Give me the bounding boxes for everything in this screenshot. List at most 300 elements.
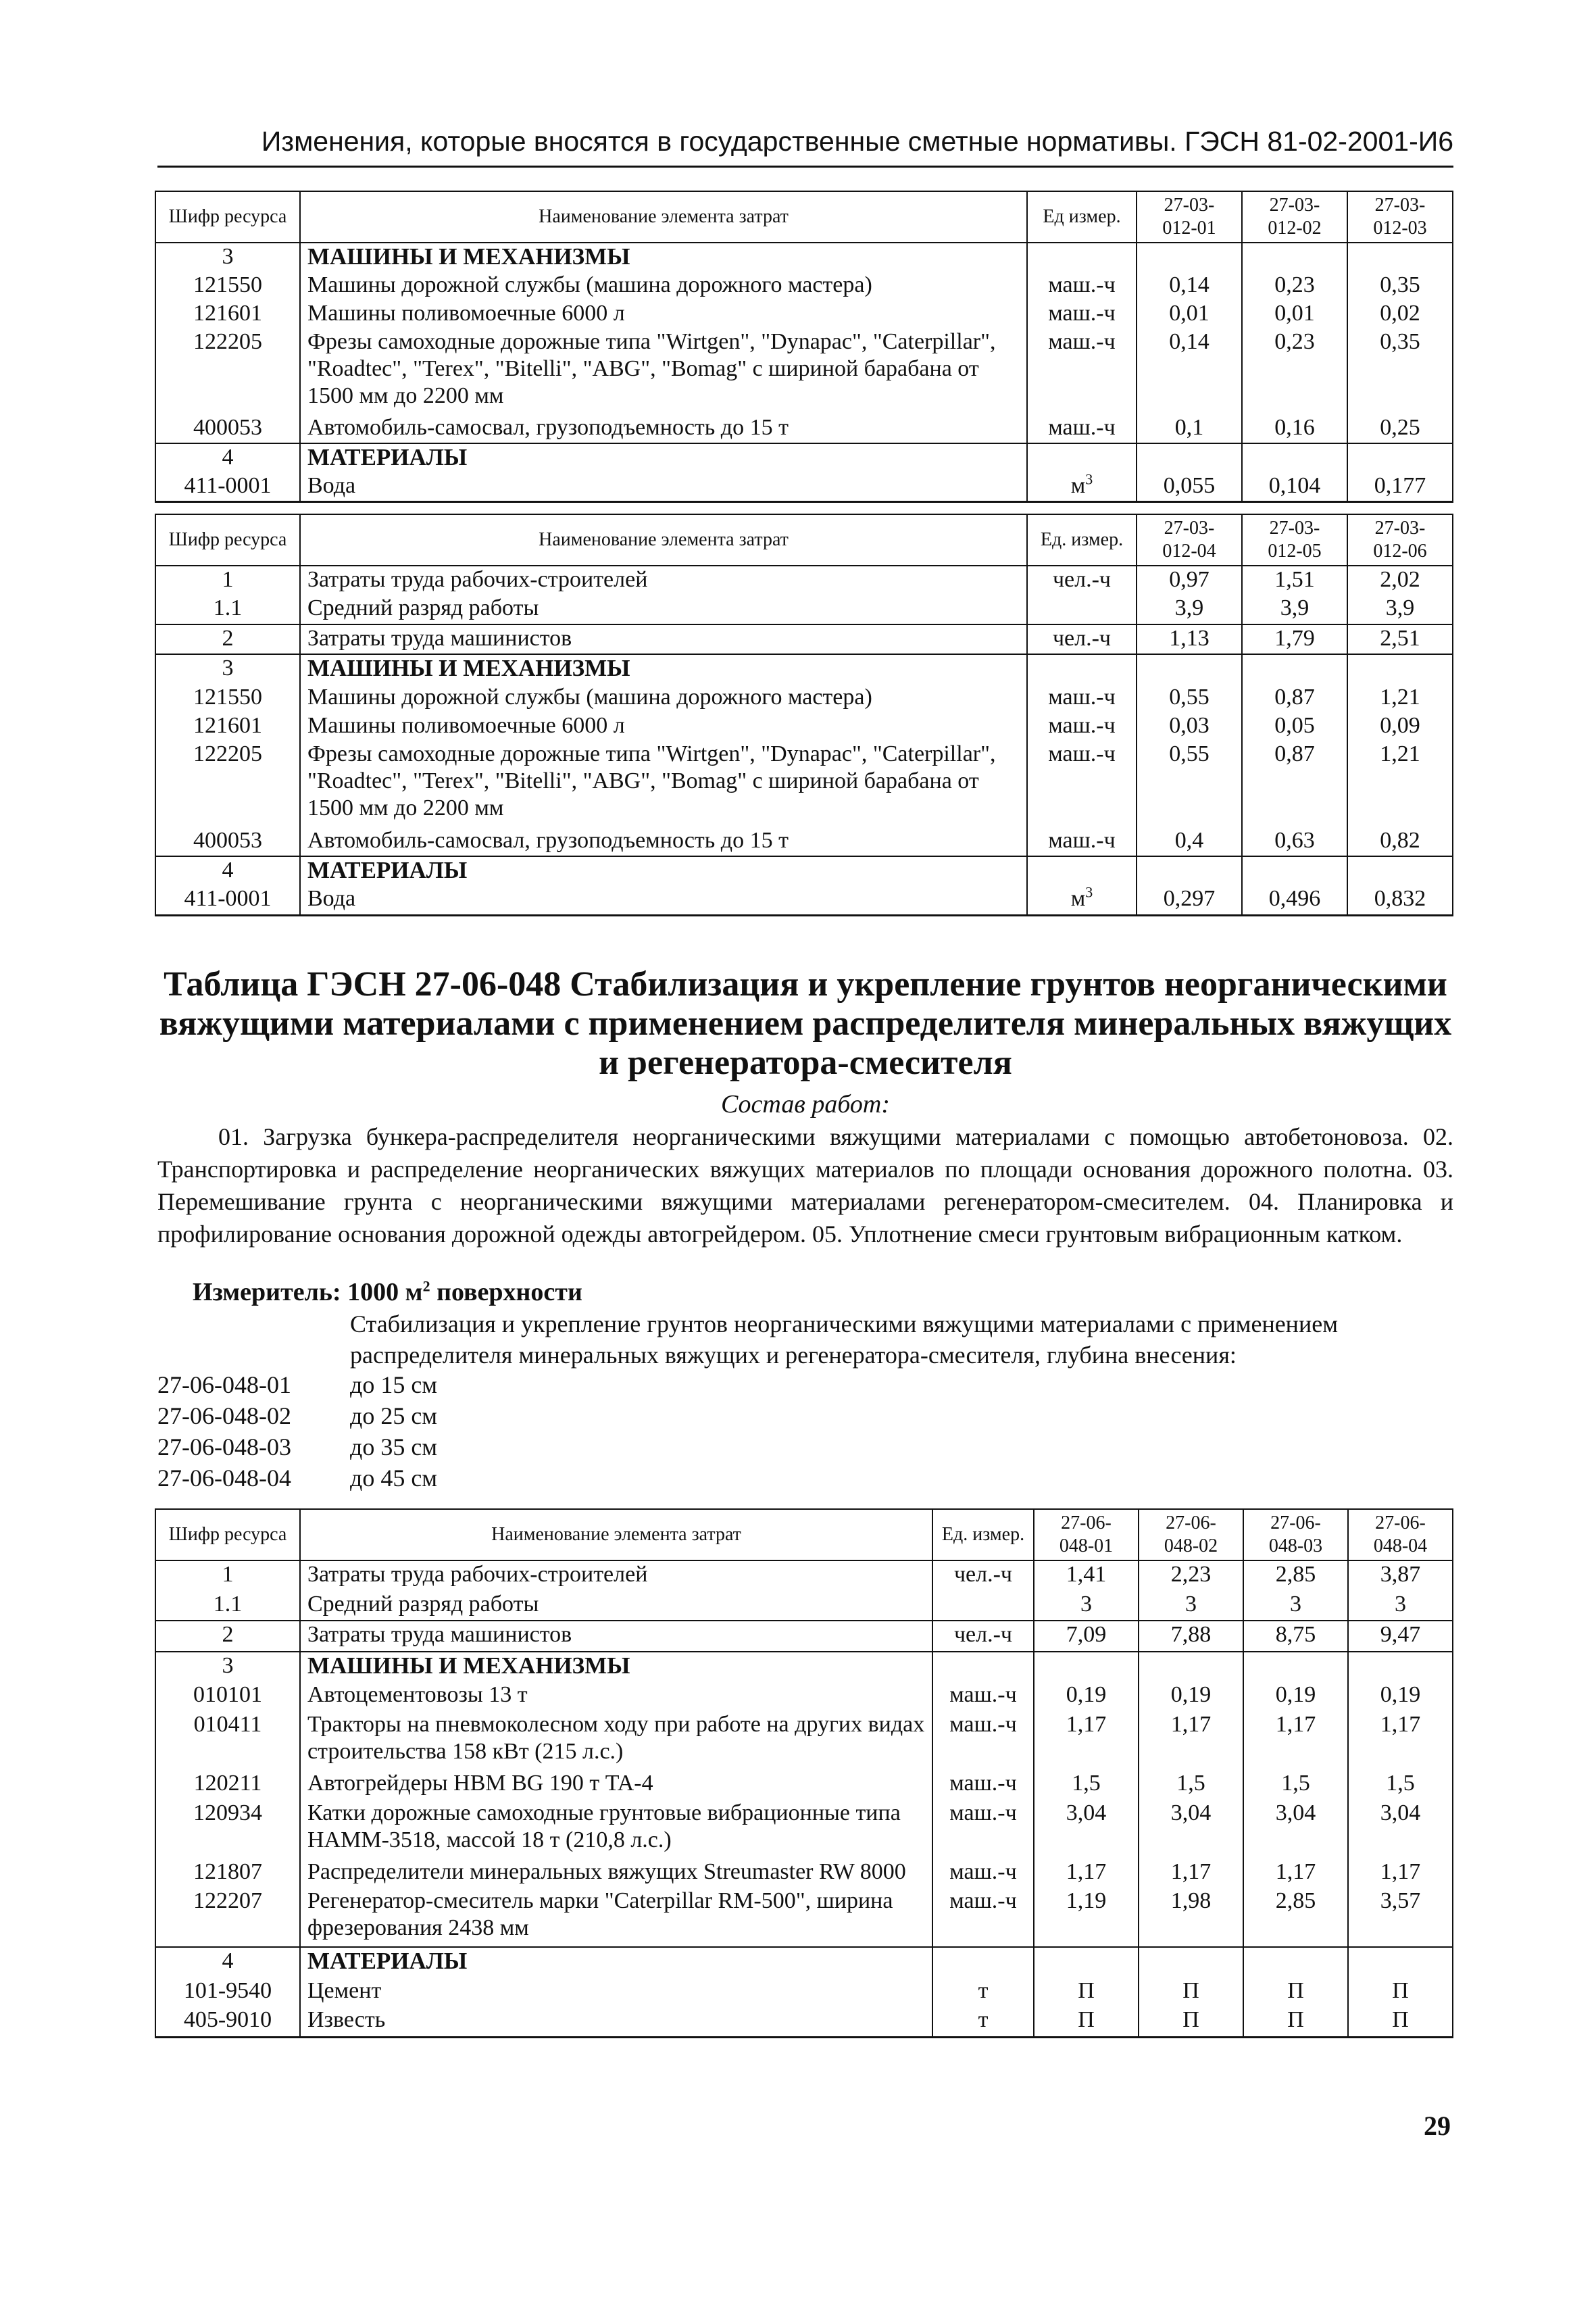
cell-value [1348,1858,1453,1888]
cell-name-text: Распределители минеральных вяжущих Streumaster RW 8000 [307,1858,906,1884]
cell-unit [932,2007,1034,2037]
variant-text: до 15 см [350,1371,438,1398]
cell-value [1243,2007,1348,2037]
cell-value-text: 0,25 [1380,414,1420,440]
cell-value [1243,1977,1348,2007]
cell-value [1347,414,1453,443]
cell-value [1347,300,1453,328]
cell-value-text: 1,5 [1281,1771,1310,1796]
cell-value-text: 0,19 [1066,1682,1107,1708]
cell-value [1242,741,1347,827]
cell-value [1242,328,1347,414]
resource-table-012-01-03 [155,191,1453,503]
col-header-code: Шифр ресурса [155,191,300,243]
cell-code [155,1681,300,1711]
cell-value-text: 0,23 [1274,329,1315,355]
cell-value-text: 0,55 [1169,684,1210,710]
cell-code-text: 120934 [193,1800,262,1825]
cell-code-text: 4 [222,1948,234,1974]
cell-name-text: Фрезы самоходные дорожные типа "Wirtgen", "Dynapac", "Caterpillar", "Roadtec", "Terex", "Bitelli", "ABG", "Bomag" с шириной барабана от 1500 мм до 2200 мм [307,741,996,821]
cell-code [155,1947,300,1977]
cell-value [1242,856,1347,885]
cell-name [300,243,1027,272]
cell-value-text: 3,9 [1174,595,1204,621]
cell-name [300,1681,932,1711]
cell-unit [1027,300,1137,328]
cell-name-text: Средний разряд работы [307,595,539,621]
table-row [155,1770,1453,1800]
cell-name-text: МАТЕРИАЛЫ [307,443,468,470]
cell-code [155,1711,300,1770]
cell-name [300,300,1027,328]
cell-value [1347,472,1453,502]
cell-value [1348,1977,1453,2007]
cell-name-text: Затраты труда рабочих-строителей [307,1562,648,1587]
cell-value-text: 3 [1080,1591,1092,1617]
cell-value [1139,1770,1243,1800]
variants-intro: Стабилизация и укрепление грунтов неорганическими вяжущими материалами с применением распределителя минеральных вяжущих и регенератора-смесителя, глубина внесения: [350,1310,1338,1369]
col-header-norm: 27-03- 012-04 [1137,514,1242,566]
variant-row [157,1371,437,1399]
cell-value-text: 0,104 [1268,472,1321,498]
cell-code [155,2007,300,2037]
table-row [155,1681,1453,1711]
cell-unit [1027,443,1137,472]
cell-value-text: 0,05 [1274,713,1315,739]
cell-value-text: 3 [1185,1591,1197,1617]
cell-unit-text: чел.-ч [1052,567,1112,592]
cell-value-text: 1,21 [1380,684,1420,710]
cell-value-text: 0,03 [1169,713,1210,739]
cell-value [1242,300,1347,328]
cell-unit [1027,684,1137,712]
cell-name [300,472,1027,502]
cell-code-text: 1 [222,567,234,592]
cell-value [1034,1711,1139,1770]
cell-code-text: 122205 [193,741,262,767]
cell-value [1243,1770,1348,1800]
table-row [155,712,1453,741]
cell-value [1034,1977,1139,2007]
cell-name-text: Цемент [307,1977,382,2003]
cell-unit-text: т [978,2007,989,2033]
cell-value [1242,566,1347,595]
cell-value-text: 1,17 [1066,1711,1107,1737]
cell-value [1137,328,1242,414]
cell-value [1243,1621,1348,1652]
page-header: Изменения, которые вносятся в государственные сметные нормативы. ГЭСН 81-02-2001-И6 [157,126,1453,168]
measure-label: Измеритель: [193,1278,341,1306]
cell-value [1139,1560,1243,1591]
cell-value [1347,243,1453,272]
cell-value-text: 1,17 [1170,1858,1212,1884]
cell-value-text: 0,4 [1174,827,1204,853]
cell-code [155,414,300,443]
cell-name-text: Вода [307,886,356,912]
cell-name [300,2007,932,2037]
cell-code-text: 1.1 [213,1591,243,1617]
cell-unit-text: маш.-ч [1048,741,1116,767]
cell-code [155,472,300,502]
cell-value-text: 0,055 [1163,472,1216,498]
cell-value-text: 0,14 [1169,329,1210,355]
cell-code-text: 010411 [193,1711,262,1737]
cell-code [155,827,300,856]
cell-value [1347,741,1453,827]
cell-code-text: 411-0001 [184,886,272,912]
cell-code [155,712,300,741]
cell-value-text: 0,1 [1174,414,1204,440]
cell-name [300,1711,932,1770]
measure-suffix: поверхности [437,1278,582,1306]
resource-table-012-04-06 [155,514,1453,916]
cell-name [300,885,1027,915]
cell-code [155,1621,300,1652]
cell-code [155,328,300,414]
cell-value-text: П [1287,1977,1304,2003]
col-header-norm: 27-03- 012-03 [1347,191,1453,243]
cell-name-text: Машины поливомоечные 6000 л [307,301,625,326]
cell-code-text: 405-9010 [183,2007,272,2033]
cell-code [155,1770,300,1800]
col-header-unit: Ед измер. [1027,191,1137,243]
cell-code [155,654,300,683]
cell-unit [932,1888,1034,1947]
unit-superscript: 3 [1085,470,1093,488]
unit-superscript: 3 [1085,884,1093,902]
cell-code-text: 2 [222,625,234,651]
cell-value [1139,1947,1243,1977]
variant-code: 27-06-048-01 [157,1371,291,1398]
cell-unit [1027,885,1137,915]
col-header-norm: 27-06- 048-02 [1139,1509,1243,1560]
variant-row [157,1402,437,1430]
table-row [155,328,1453,414]
cell-value [1137,300,1242,328]
cell-value-text: 7,88 [1170,1622,1212,1648]
cell-value [1243,1711,1348,1770]
cell-value-text: 0,35 [1380,329,1420,355]
table-row [155,1591,1453,1621]
cell-value [1137,684,1242,712]
table-row [155,1888,1453,1947]
cell-value [1034,1652,1139,1682]
table-row [155,2007,1453,2037]
table-row [155,1858,1453,1888]
cell-code [155,1888,300,1947]
cell-name-text: Известь [307,2007,386,2033]
cell-value-text: 1,17 [1275,1711,1316,1737]
cell-unit-text: чел.-ч [1052,625,1112,651]
cell-value [1034,1591,1139,1621]
cell-name-text: МАШИНЫ И МЕХАНИЗМЫ [307,655,630,682]
cell-code [155,272,300,300]
cell-unit [1027,414,1137,443]
cell-unit [1027,243,1137,272]
cell-value [1034,1858,1139,1888]
cell-value [1137,414,1242,443]
cell-value [1348,1621,1453,1652]
table-row [155,595,1453,624]
measure-line [193,1277,582,1307]
cell-value-text: 3,04 [1275,1800,1316,1825]
cell-value-text: 3,04 [1066,1800,1107,1825]
col-header-name: Наименование элемента затрат [300,191,1027,243]
cell-value [1242,712,1347,741]
cell-name-text: Средний разряд работы [307,1591,539,1617]
cell-value [1137,827,1242,856]
cell-name-text: МАШИНЫ И МЕХАНИЗМЫ [307,243,630,270]
col-header-code: Шифр ресурса [155,1509,300,1560]
cell-value-text: 1,13 [1169,625,1210,651]
cell-unit [932,1621,1034,1652]
table-row [155,414,1453,443]
cell-code-text: 3 [222,244,234,269]
cell-name-text: Автомобиль-самосвал, грузоподъемность до 15 т [307,414,789,440]
cell-value [1139,1858,1243,1888]
cell-value-text: 0,832 [1374,886,1426,912]
cell-unit-text: маш.-ч [1048,684,1116,710]
cell-value [1139,1681,1243,1711]
cell-value-text: П [1078,1977,1095,2003]
cell-value [1348,1652,1453,1682]
cell-code-text: 411-0001 [184,472,272,498]
cell-unit [932,1591,1034,1621]
cell-unit-text: чел.-ч [953,1562,1013,1587]
cell-value-text: 0,16 [1274,414,1315,440]
cell-value [1348,1591,1453,1621]
cell-unit [932,1977,1034,2007]
cell-unit-text: маш.-ч [949,1682,1017,1708]
cell-code [155,243,300,272]
table-row [155,1560,1453,1591]
cell-value [1137,741,1242,827]
cell-value-text: 1,5 [1386,1771,1415,1796]
cell-value-text: 1,17 [1066,1858,1107,1884]
cell-code [155,856,300,885]
cell-unit [1027,654,1137,683]
cell-name [300,1800,932,1858]
cell-value-text: 1,98 [1170,1888,1212,1914]
cell-value-text: П [1078,2007,1095,2033]
cell-code-text: 4 [222,444,234,470]
cell-value [1242,684,1347,712]
cell-value [1242,472,1347,502]
cell-name [300,827,1027,856]
cell-value-text: 0,14 [1169,272,1210,298]
cell-name [300,566,1027,595]
table-row [155,856,1453,885]
cell-value [1242,654,1347,683]
measure-unit-sup: 2 [422,1277,430,1295]
cell-unit-text: маш.-ч [949,1800,1017,1825]
table-row [155,1977,1453,2007]
cell-value [1242,414,1347,443]
cell-code-text: 400053 [193,414,262,440]
col-header-norm: 27-03- 012-01 [1137,191,1242,243]
table-row [155,566,1453,595]
cell-name-text: МАТЕРИАЛЫ [307,1948,468,1975]
cell-code [155,1652,300,1682]
col-header-norm: 27-06- 048-04 [1348,1509,1453,1560]
cell-unit-text: м [1070,886,1086,912]
cell-value-text: 0,87 [1274,741,1315,767]
cell-name [300,1591,932,1621]
cell-value [1242,443,1347,472]
cell-code-text: 121601 [193,301,262,326]
cell-code [155,443,300,472]
cell-value [1242,272,1347,300]
cell-value [1139,1621,1243,1652]
cell-name-text: Машины поливомоечные 6000 л [307,713,625,739]
cell-value-text: 0,02 [1380,301,1420,326]
table-row [155,624,1453,654]
cell-name [300,1770,932,1800]
variant-code: 27-06-048-04 [157,1464,291,1492]
cell-value [1034,1770,1139,1800]
cell-value-text: 0,01 [1169,301,1210,326]
table-row [155,1947,1453,1977]
cell-value-text: 1,19 [1066,1888,1107,1914]
cell-name-text: Тракторы на пневмоколесном ходу при работе на других видах строительства 158 кВт (215 л.с.) [307,1711,925,1764]
cell-unit [1027,595,1137,624]
cell-name [300,624,1027,654]
cell-unit [932,1652,1034,1682]
col-header-norm: 27-06- 048-03 [1243,1509,1348,1560]
col-header-norm: 27-03- 012-02 [1242,191,1347,243]
cell-value-text: 1,51 [1274,567,1315,592]
cell-code [155,595,300,624]
cell-unit-text: м [1070,472,1086,498]
col-header-name: Наименование элемента затрат [300,514,1027,566]
cell-code [155,566,300,595]
cell-code [155,885,300,915]
cell-code-text: 010101 [193,1682,262,1708]
cell-name [300,443,1027,472]
cell-value [1347,272,1453,300]
cell-value [1139,1888,1243,1947]
cell-code-text: 122207 [193,1888,262,1914]
cell-code-text: 3 [222,656,234,681]
cell-code [155,1800,300,1858]
cell-value-text: 1,21 [1380,741,1420,767]
variant-text: до 25 см [350,1402,438,1429]
cell-value [1139,1711,1243,1770]
cell-value-text: 1,17 [1275,1858,1316,1884]
cell-code-text: 4 [222,858,234,883]
col-header-norm: 27-03- 012-05 [1242,514,1347,566]
cell-code-text: 1.1 [213,595,243,621]
cell-value [1347,712,1453,741]
cell-value [1348,1711,1453,1770]
cell-name-text: Затраты труда рабочих-строителей [307,567,648,592]
cell-code [155,1977,300,2007]
cell-unit [1027,827,1137,856]
col-header-unit: Ед. измер. [1027,514,1137,566]
variant-text: до 35 см [350,1433,438,1460]
cell-value-text: 0,19 [1275,1682,1316,1708]
cell-name [300,741,1027,827]
cell-value-text: П [1182,1977,1199,2003]
cell-value-text: 2,85 [1275,1888,1316,1914]
cell-value [1139,2007,1243,2037]
cell-value [1137,712,1242,741]
cell-unit-text: т [978,1977,989,2003]
cell-unit-text: маш.-ч [949,1888,1017,1914]
cell-value [1137,624,1242,654]
measure-value: 1000 м [347,1278,423,1306]
col-header-name: Наименование элемента затрат [300,1509,932,1560]
col-header-code: Шифр ресурса [155,514,300,566]
cell-unit [1027,328,1137,414]
cell-value [1347,654,1453,683]
cell-value [1347,443,1453,472]
cell-name [300,1652,932,1682]
cell-name [300,1977,932,2007]
cell-value-text: 0,35 [1380,272,1420,298]
cell-name-text: Затраты труда машинистов [307,625,572,651]
cell-value-text: 0,19 [1380,1682,1421,1708]
cell-code [155,1591,300,1621]
cell-value-text: П [1392,1977,1409,2003]
cell-unit [1027,624,1137,654]
cell-value-text: 1,17 [1380,1711,1421,1737]
cell-value [1034,1681,1139,1711]
cell-value-text: 0,19 [1170,1682,1212,1708]
table-row [155,243,1453,272]
cell-name [300,1621,932,1652]
cell-code-text: 2 [222,1622,234,1648]
cell-value-text: 2,85 [1275,1562,1316,1587]
cell-value-text: 0,177 [1374,472,1426,498]
section-subtitle: Состав работ: [720,1090,891,1118]
cell-code-text: 400053 [193,827,262,853]
cell-value [1348,2007,1453,2037]
cell-value-text: 3,04 [1380,1800,1421,1825]
cell-value-text: 1,5 [1072,1771,1101,1796]
cell-unit-text: маш.-ч [1048,414,1116,440]
cell-code-text: 120211 [193,1771,262,1796]
cell-name-text: Регенератор-смеситель марки "Caterpillar RM-500", ширина фрезерования 2438 мм [307,1888,893,1941]
cell-value [1034,2007,1139,2037]
cell-value [1347,328,1453,414]
cell-value [1139,1591,1243,1621]
cell-name-text: Автоцементовозы 13 т [307,1682,528,1708]
cell-value-text: 3,9 [1385,595,1415,621]
cell-value [1137,885,1242,915]
cell-value [1347,595,1453,624]
cell-name-text: Катки дорожные самоходные грунтовые вибрационные типа HAMM-3518, массой 18 т (210,8 л.с.) [307,1800,901,1852]
cell-value [1242,827,1347,856]
cell-unit [932,1770,1034,1800]
cell-code-text: 1 [222,1562,234,1587]
table-row [155,472,1453,502]
table-row [155,1621,1453,1652]
cell-value-text: 0,87 [1274,684,1315,710]
cell-unit-text: маш.-ч [1048,272,1116,298]
cell-unit [932,1560,1034,1591]
cell-unit-text: маш.-ч [1048,301,1116,326]
cell-value [1139,1977,1243,2007]
cell-name [300,856,1027,885]
cell-name [300,1560,932,1591]
cell-value-text: 1,17 [1170,1711,1212,1737]
cell-value [1348,1888,1453,1947]
cell-code [155,1560,300,1591]
table-row [155,684,1453,712]
cell-code [155,684,300,712]
cell-value [1242,885,1347,915]
